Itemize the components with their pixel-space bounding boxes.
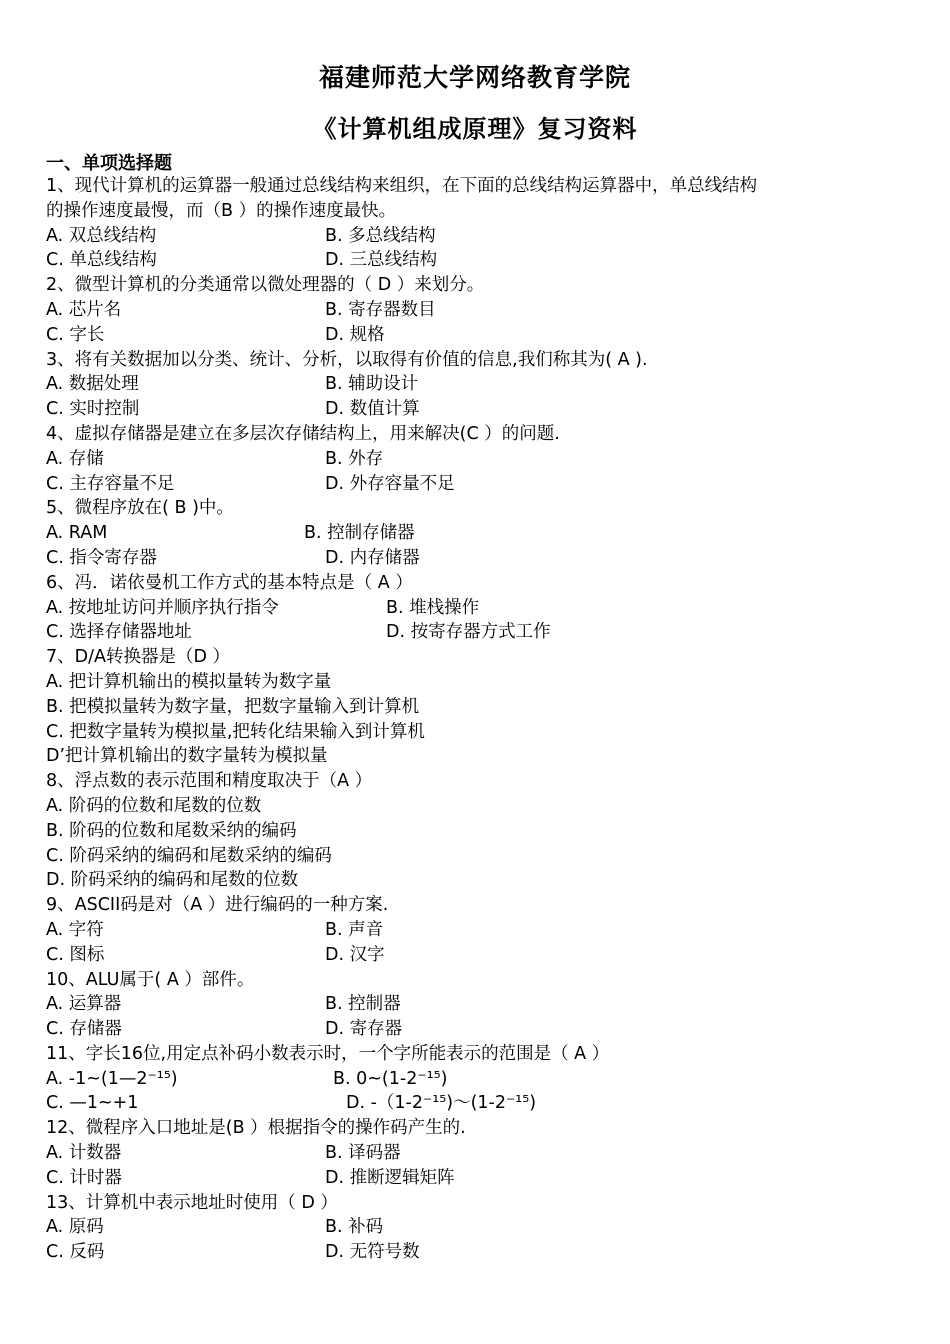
question-13-options-ab <box>46 1215 916 1240</box>
option-b: B. 声音 <box>325 919 384 940</box>
option-b: B. 多总线结构 <box>325 225 436 246</box>
question-11-stem: 11、字长16位,用定点补码小数表示时，一个字所能表示的范围是（ A ） <box>46 1043 610 1064</box>
option-b: B. 寄存器数目 <box>325 299 436 320</box>
option-d: D. 外存容量不足 <box>325 473 455 494</box>
question-5-stem: 5、微程序放在( B )中。 <box>46 498 234 519</box>
question-6-options-cd <box>46 620 916 645</box>
option-d: D’把计算机输出的数字量转为模拟量 <box>46 746 328 767</box>
question-2-stem: 2、微型计算机的分类通常以微处理器的（ D ）来划分。 <box>46 275 485 296</box>
option-b: B. 0~(1-2⁻¹⁵) <box>333 1068 448 1089</box>
option-b: B. 堆栈操作 <box>386 597 480 618</box>
option-d: D. 内存储器 <box>325 547 420 568</box>
option-a: A. 原码 <box>46 1217 104 1238</box>
option-b: B. 把模拟量转为数字量，把数字量输入到计算机 <box>46 696 420 717</box>
option-a: A. 存储 <box>46 448 104 469</box>
option-a: A. 阶码的位数和尾数的位数 <box>46 795 262 816</box>
question-1-stem-cont: 的操作速度最慢，而（B ）的操作速度最快。 <box>46 200 397 221</box>
question-2-options-ab <box>46 298 916 323</box>
question-12-stem: 12、微程序入口地址是(B ）根据指令的操作码产生的. <box>46 1118 466 1139</box>
question-4-stem: 4、虚拟存储器是建立在多层次存储结构上，用来解决(C ）的问题. <box>46 423 560 444</box>
option-c: C. 实时控制 <box>46 399 140 420</box>
question-3-stem: 3、将有关数据加以分类、统计、分析，以取得有价值的信息,我们称其为( A ). <box>46 349 648 370</box>
option-b: B. 补码 <box>325 1217 384 1238</box>
question-13-options-cd <box>46 1240 916 1265</box>
question-10-options-cd <box>46 1017 916 1042</box>
option-d: D. 按寄存器方式工作 <box>386 622 551 643</box>
option-a: A. 芯片名 <box>46 299 122 320</box>
question-10-options-ab <box>46 992 916 1017</box>
question-2-options-cd <box>46 323 916 348</box>
option-a: A. 运算器 <box>46 994 122 1015</box>
question-7-stem: 7、D/A转换器是（D ） <box>46 647 231 668</box>
option-c: C. 图标 <box>46 944 105 965</box>
question-6-stem: 6、冯．诺依曼机工作方式的基本特点是（ A ） <box>46 572 413 593</box>
option-a: A. 双总线结构 <box>46 225 157 246</box>
option-b: B. 控制器 <box>325 994 401 1015</box>
option-a: A. 把计算机输出的模拟量转为数字量 <box>46 671 332 692</box>
option-d: D. -（1-2⁻¹⁵)～(1-2⁻¹⁵) <box>346 1093 537 1114</box>
question-3-options-cd <box>46 397 916 422</box>
option-a: A. RAM <box>46 523 108 544</box>
option-b: B. 辅助设计 <box>325 374 419 395</box>
option-c: C. 字长 <box>46 324 105 345</box>
question-1-options-cd <box>46 248 916 273</box>
option-c: C. 计时器 <box>46 1167 122 1188</box>
option-d: D. 阶码采纳的编码和尾数的位数 <box>46 870 299 891</box>
question-5-options-cd <box>46 546 916 571</box>
option-d: D. 推断逻辑矩阵 <box>325 1167 455 1188</box>
section-heading: 一、单项选择题 <box>46 153 172 174</box>
option-c: C. 阶码采纳的编码和尾数采纳的编码 <box>46 845 332 866</box>
question-10-stem: 10、ALU属于( A ）部件。 <box>46 969 255 990</box>
question-6-options-ab <box>46 596 916 621</box>
option-a: A. 字符 <box>46 919 104 940</box>
question-9-stem: 9、ASCII码是对（A ）进行编码的一种方案. <box>46 895 389 916</box>
option-d: D. 汉字 <box>325 944 385 965</box>
question-list <box>46 174 916 1265</box>
option-d: D. 无符号数 <box>325 1242 420 1263</box>
question-11-options-ab <box>46 1067 916 1092</box>
option-b: B. 外存 <box>325 448 384 469</box>
question-1-options-ab <box>46 224 916 249</box>
option-a: A. 数据处理 <box>46 374 139 395</box>
option-d: D. 数值计算 <box>325 399 420 420</box>
option-c: C. 存储器 <box>46 1019 122 1040</box>
question-11-options-cd <box>46 1091 916 1116</box>
option-c: C. 把数字量转为模拟量,把转化结果输入到计算机 <box>46 721 425 742</box>
option-c: C. 主存容量不足 <box>46 473 175 494</box>
option-d: D. 寄存器 <box>325 1019 403 1040</box>
option-c: C. 指令寄存器 <box>46 547 157 568</box>
question-9-options-ab <box>46 918 916 943</box>
question-12-options-ab <box>46 1141 916 1166</box>
option-a: A. 按地址访问并顺序执行指令 <box>46 597 279 618</box>
question-12-options-cd <box>46 1166 916 1191</box>
institution-title: 福建师范大学网络教育学院 <box>318 63 631 92</box>
option-a: A. 计数器 <box>46 1143 122 1164</box>
option-c: C. 反码 <box>46 1242 105 1263</box>
option-d: D. 规格 <box>325 324 385 345</box>
question-4-options-cd <box>46 472 916 497</box>
option-c: C. —1~+1 <box>46 1093 139 1114</box>
option-b: B. 译码器 <box>325 1143 401 1164</box>
question-1-stem: 1、现代计算机的运算器一般通过总线结构来组织，在下面的总线结构运算器中，单总线结构 <box>46 176 758 196</box>
course-title: 《计算机组成原理》复习资料 <box>312 115 638 143</box>
question-9-options-cd <box>46 943 916 968</box>
option-c: C. 单总线结构 <box>46 250 157 271</box>
option-b: B. 控制存储器 <box>304 523 415 544</box>
option-c: C. 选择存储器地址 <box>46 622 192 643</box>
option-a: A. -1~(1—2⁻¹⁵) <box>46 1068 178 1089</box>
question-8-stem: 8、浮点数的表示范围和精度取决于（A ） <box>46 771 373 792</box>
question-13-stem: 13、计算机中表示地址时使用（ D ） <box>46 1192 338 1213</box>
option-d: D. 三总线结构 <box>325 250 438 271</box>
question-5-options-ab <box>46 521 916 546</box>
question-4-options-ab <box>46 447 916 472</box>
question-3-options-ab <box>46 372 916 397</box>
option-b: B. 阶码的位数和尾数采纳的编码 <box>46 820 297 841</box>
